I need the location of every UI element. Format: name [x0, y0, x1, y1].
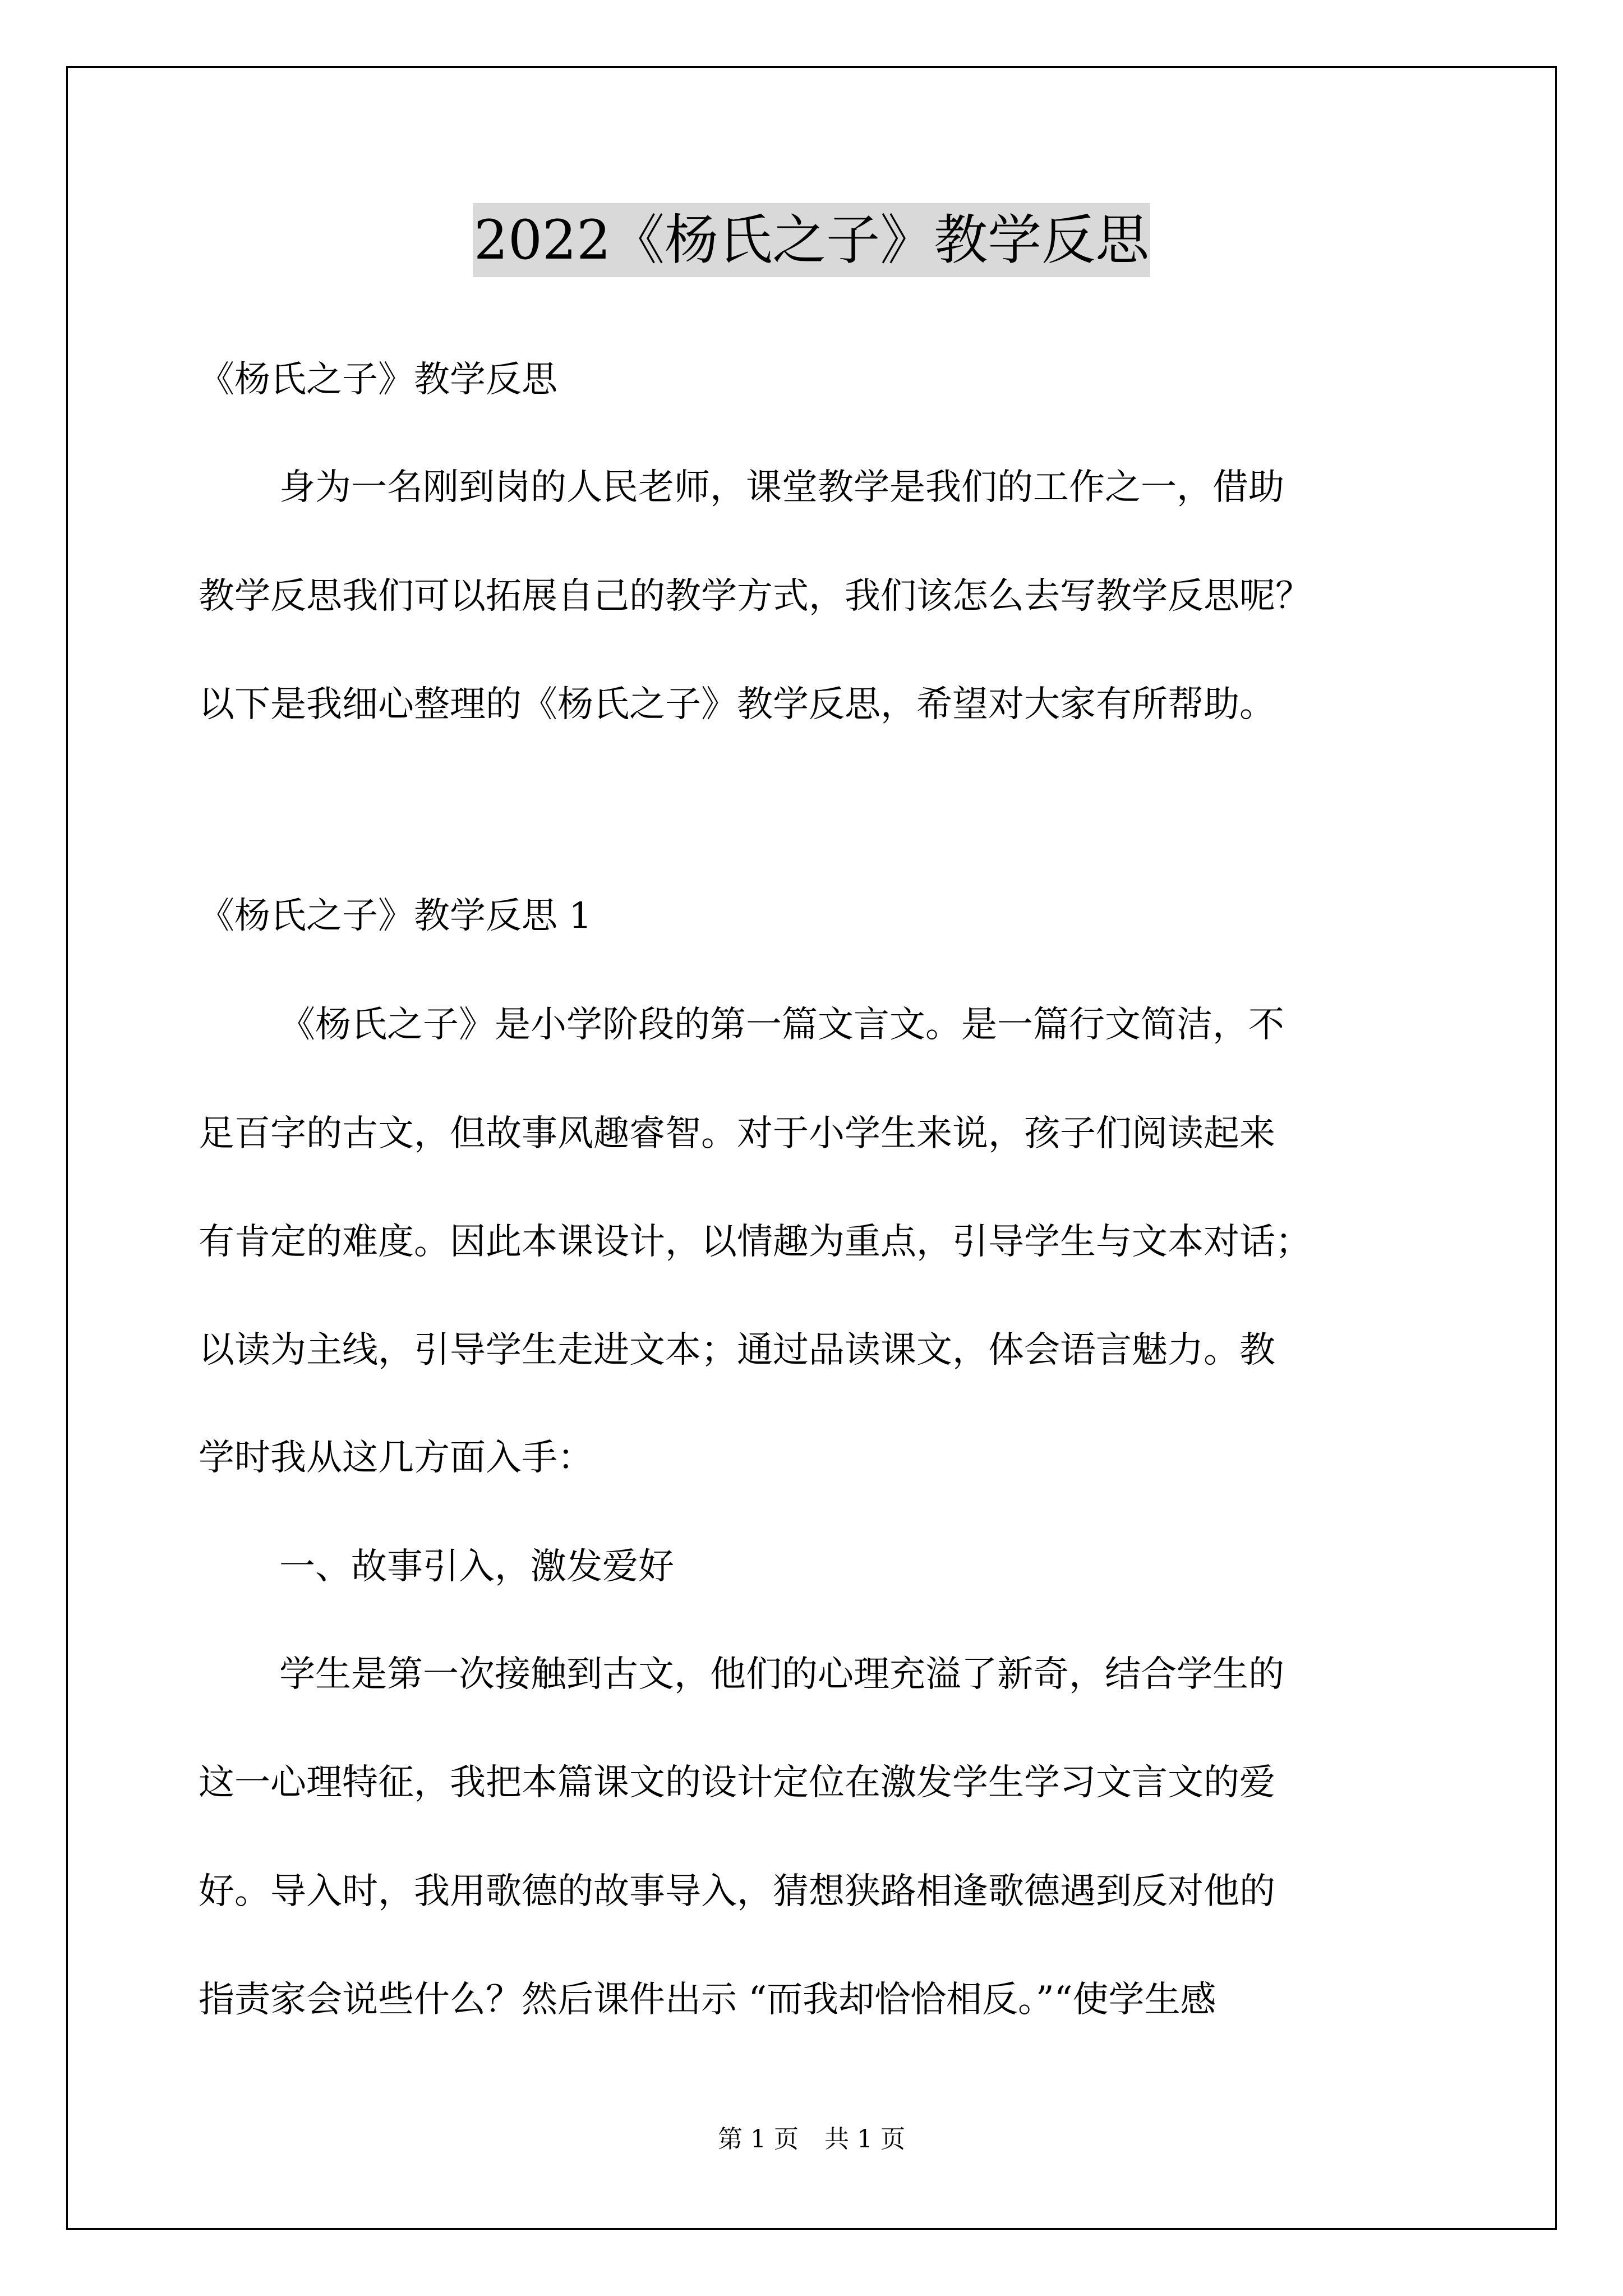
body-line: 以读为主线，引导学生走进文本；通过品读课文，体会语言魅力。教	[199, 1329, 1275, 1371]
body-line: 好。导入时，我用歌德的故事导入，猜想狭路相逢歌德遇到反对他的	[199, 1871, 1275, 1912]
subsection-heading: 一、故事引入，激发爱好	[279, 1546, 674, 1588]
title-container	[0, 203, 1623, 277]
page-footer	[0, 2123, 1623, 2156]
subtitle: 《杨氏之子》教学反思	[199, 359, 557, 401]
body-line: 这一心理特征，我把本篇课文的设计定位在激发学生学习文言文的爱	[199, 1762, 1275, 1803]
body-line: 身为一名刚到岗的人民老师，课堂教学是我们的工作之一，借助	[279, 467, 1284, 508]
page-number: 第 1 页	[718, 2125, 799, 2154]
document-title: 2022《杨氏之子》教学反思	[473, 203, 1150, 277]
body-line: 学时我从这几方面入手：	[199, 1437, 593, 1479]
body-line: 指责家会说些什么？然后课件出示 “而我却恰恰相反。”“使学生感	[199, 1979, 1216, 2021]
section-heading: 《杨氏之子》教学反思 1	[199, 895, 592, 937]
page-total: 共 1 页	[824, 2125, 905, 2154]
body-line: 教学反思我们可以拓展自己的教学方式，我们该怎么去写教学反思呢？	[199, 576, 1311, 617]
body-line: 以下是我细心整理的《杨氏之子》教学反思，希望对大家有所帮助。	[199, 684, 1275, 725]
body-line: 有肯定的难度。因此本课设计，以情趣为重点，引导学生与文本对话；	[199, 1221, 1311, 1263]
body-line: 学生是第一次接触到古文，他们的心理充溢了新奇，结合学生的	[279, 1654, 1284, 1695]
body-line: 足百字的古文，但故事风趣睿智。对于小学生来说，孩子们阅读起来	[199, 1113, 1275, 1154]
body-line: 《杨氏之子》是小学阶段的第一篇文言文。是一篇行文简洁，不	[279, 1004, 1284, 1046]
